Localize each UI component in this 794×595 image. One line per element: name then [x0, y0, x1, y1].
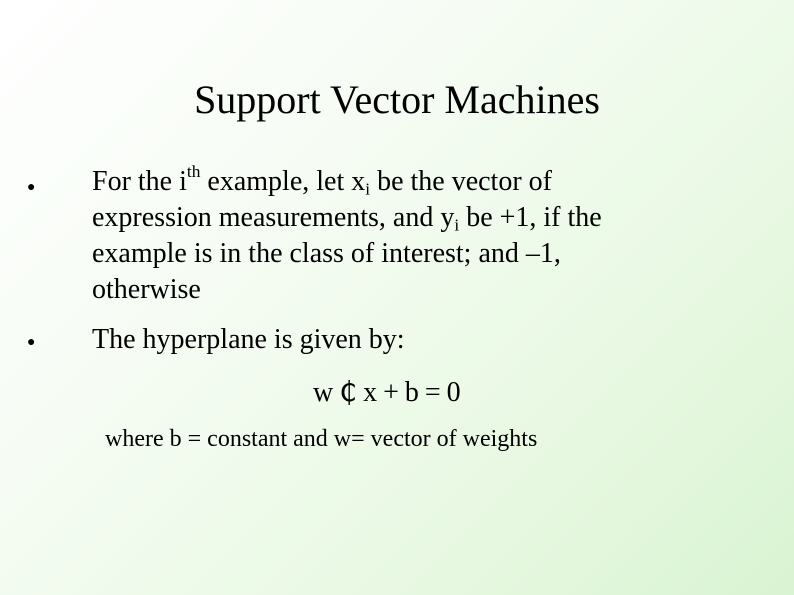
bullet-1-pre: For the i	[92, 166, 187, 197]
hyperplane-equation	[313, 374, 467, 411]
bullet-1-line-2-post: be +1, if the	[459, 202, 602, 233]
bullet-1-sub-2: i	[454, 215, 460, 235]
bullet-1-line-4: otherwise	[92, 274, 201, 305]
bullet-1-text	[92, 161, 602, 308]
equation-zero: 0	[446, 377, 461, 408]
bullet-marker-1: ●	[27, 180, 36, 195]
equation-b: b	[404, 377, 419, 408]
slide-title: Support Vector Machines	[194, 77, 600, 122]
bullet-1-post: be the vector of	[370, 166, 552, 197]
bullet-marker-2: ●	[27, 335, 36, 350]
bullet-1-mid: example, let x	[200, 166, 366, 197]
bullet-1-line-2	[92, 200, 602, 236]
equation-w: w	[313, 377, 334, 408]
equation-x: x	[363, 377, 378, 408]
bullet-1-sub-1: i	[365, 179, 371, 199]
equation-plus: +	[383, 377, 399, 408]
equation-equals: =	[424, 377, 441, 408]
bullet-1-line-1	[92, 161, 602, 200]
bullet-1-line-3: example is in the class of interest; and –1,	[92, 238, 561, 269]
bullet-1-line-2-text: expression measurements, and y	[92, 202, 455, 233]
bullet-2-text: The hyperplane is given by:	[92, 324, 405, 355]
bullet-1-sup: th	[186, 161, 201, 181]
equation-note: where b = constant and w= vector of weights	[105, 426, 538, 452]
equation-dot-operator: ₵	[339, 375, 358, 408]
